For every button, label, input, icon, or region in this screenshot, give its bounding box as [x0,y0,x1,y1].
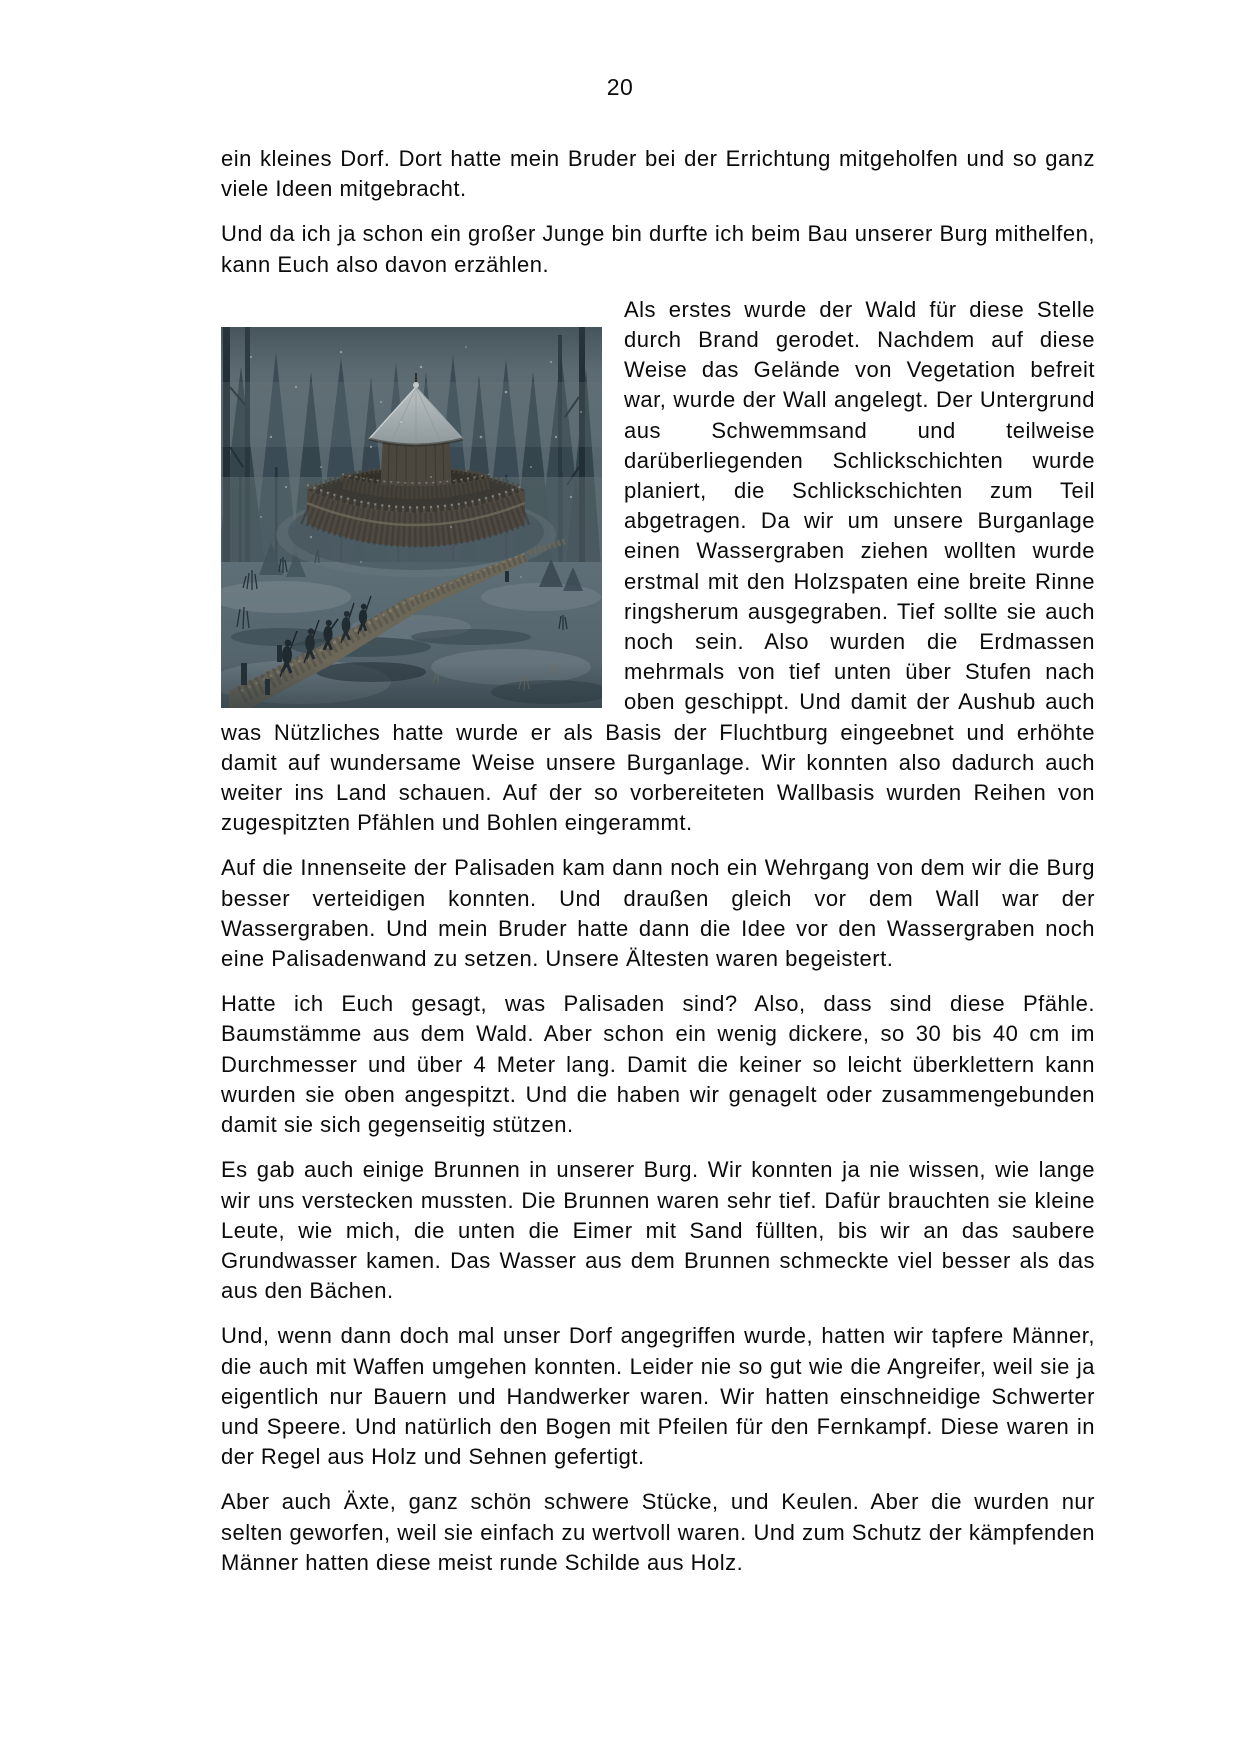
top-shadow [221,327,602,373]
ringfort-illustration-svg [221,327,602,708]
paragraph: Auf die Innenseite der Palisaden kam dann noch ein Wehrgang von dem wir die Burg besser verteidigen konnten. Und draußen gleich vor dem Wall war der Wassergraben. Und mein Bruder hatte dann die Idee vor den Wassergraben noch eine Palisadenwand zu setzen. Unsere Ältesten waren begeistert. [221,855,1095,972]
paragraph: Und da ich ja schon ein großer Junge bin durfte ich beim Bau unserer Burg mithelfen, kann Euch also davon erzählen. [221,221,1095,277]
paragraph: Hatte ich Euch gesagt, was Palisaden sind? Also, dass sind diese Pfähle. Baumstämme aus dem Wald. Aber schon ein wenig dickere, so 30 bis 40 cm im Durchmesser und über 4 Meter lang. Damit die keiner so leicht überklettern kann wurden sie oben angespitzt. Und die haben wir genagelt oder zusammengebunden damit sie sich gegenseitig stützen. [221,991,1095,1138]
paragraph: ein kleines Dorf. Dort hatte mein Bruder bei der Errichtung mitgeholfen und so ganz viele Ideen mitgebracht. [221,146,1095,202]
paragraph-with-figure [221,295,1095,839]
paragraph-text: Als erstes wurde der Wald für diese Stelle durch Brand gerodet. Nachdem auf diese Weise das Gelände von Vegetation befreit war, wurde der Wall angelegt. Der Untergrund aus Schwemmsand und teilweise darüberliegenden Schlickschichten wurde planiert, die Schlickschichten zum Teil abgetragen. Da wir um unsere Burganlage einen Wassergraben ziehen wollten wurde erstmal mit den Holzspaten eine breite Rinne ringsherum ausgegraben. Tief sollte sie auch noch sein. Also wurden die Erdmassen mehrmals von tief unten über Stufen nach oben geschippt. Und damit der Aushub auch was Nützliches hatte wurde er als Basis der Fluchtburg eingeebnet und erhöhte damit auf wundersame Weise unsere Burganlage. Wir konnten also dadurch auch weiter ins Land schauen. Auf der so vorbereiteten Wallbasis wurden Reihen von zugespitzten Pfählen und Bohlen eingerammt. [221,296,1095,836]
bottom-shadow [221,662,602,708]
ringfort-illustration [221,327,602,708]
paragraph: Aber auch Äxte, ganz schön schwere Stücke, und Keulen. Aber die wurden nur selten geworfen, weil sie einfach zu wertvoll waren. Und zum Schutz der kämpfenden Männer hatten diese meist runde Schilde aus Holz. [221,1489,1095,1575]
paragraph: Es gab auch einige Brunnen in unserer Burg. Wir konnten ja nie wissen, wie lange wir uns verstecken mussten. Die Brunnen waren sehr tief. Dafür brauchten sie kleine Leute, wie mich, die unten die Eimer mit Sand füllten, bis wir an das saubere Grundwasser kamen. Das Wasser aus dem Brunnen schmeckte viel besser als das aus den Bächen. [221,1157,1095,1304]
page-number: 20 [606,74,634,100]
page-content [221,144,1095,1578]
paragraph: Und, wenn dann doch mal unser Dorf angegriffen wurde, hatten wir tapfere Männer, die auch mit Waffen umgehen konnten. Leider nie so gut wie die Angreifer, weil sie ja eigentlich nur Bauern und Handwerker waren. Wir hatten einschneidige Schwerter und Speere. Und natürlich den Bogen mit Pfeilen für den Fernkampf. Diese waren in der Regel aus Holz und Sehnen gefertigt. [221,1323,1095,1470]
